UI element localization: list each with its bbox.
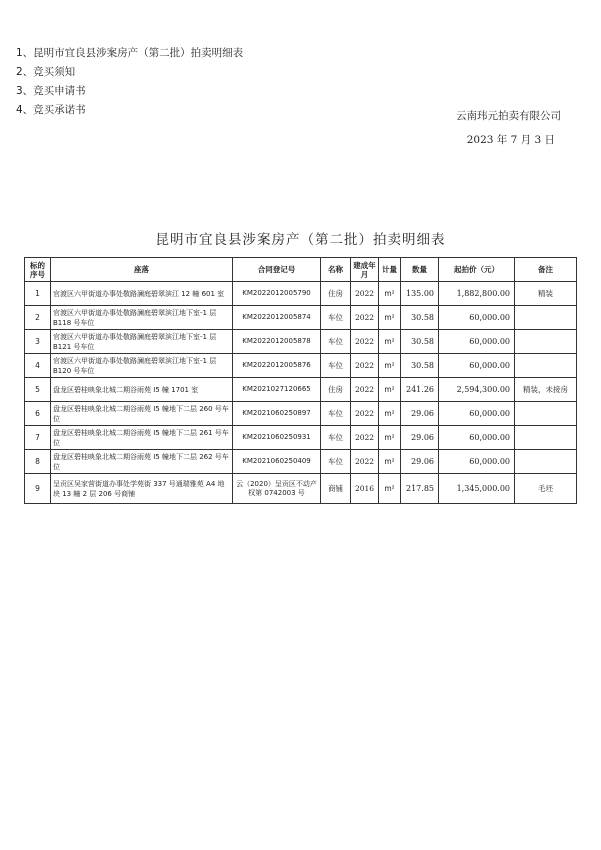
cell-contract: KM2022012005876	[233, 354, 321, 378]
cell-qty: 217.85	[401, 474, 439, 504]
cell-unit: m²	[379, 474, 401, 504]
cell-year: 2022	[351, 282, 379, 306]
cell-name: 住房	[321, 378, 351, 402]
cell-price: 1,345,000.00	[439, 474, 515, 504]
cell-no: 4	[25, 354, 51, 378]
cell-price: 60,000.00	[439, 306, 515, 330]
header-no: 标的序号	[25, 258, 51, 282]
cell-no: 5	[25, 378, 51, 402]
cell-location: 盘龙区碧桂映象北城二期谷雨苑 I5 幢地下二层 261 号车位	[51, 426, 233, 450]
header-remark: 备注	[515, 258, 577, 282]
cell-qty: 30.58	[401, 354, 439, 378]
table-row	[25, 450, 577, 474]
cell-remark: 精装，未接房	[515, 378, 577, 402]
cell-remark	[515, 330, 577, 354]
table-row	[25, 474, 577, 504]
cell-remark	[515, 306, 577, 330]
table-row	[25, 282, 577, 306]
cell-qty: 29.06	[401, 450, 439, 474]
header-contract: 合同登记号	[233, 258, 321, 282]
cell-qty: 29.06	[401, 402, 439, 426]
table-title: 昆明市宜良县涉案房产（第二批）拍卖明细表	[155, 232, 446, 248]
cell-location: 呈贡区吴家营街道办事处学苑街 337 号通瑞雅苑 A4 地块 13 幢 2 层 206 号商铺	[51, 474, 233, 504]
cell-no: 7	[25, 426, 51, 450]
cell-unit: m²	[379, 306, 401, 330]
cell-qty: 135.00	[401, 282, 439, 306]
auction-table	[24, 257, 577, 504]
cell-name: 车位	[321, 426, 351, 450]
header-price: 起拍价（元）	[439, 258, 515, 282]
cell-remark	[515, 402, 577, 426]
cell-remark: 毛坯	[515, 474, 577, 504]
cell-price: 60,000.00	[439, 426, 515, 450]
cell-unit: m²	[379, 378, 401, 402]
cell-name: 车位	[321, 402, 351, 426]
cell-year: 2022	[351, 330, 379, 354]
cell-location: 官渡区六甲街道办事处敬路澜庭碧翠滨江 12 幢 601 室	[51, 282, 233, 306]
header-qty: 数量	[401, 258, 439, 282]
cell-year: 2022	[351, 402, 379, 426]
cell-remark	[515, 426, 577, 450]
header-year: 建成年月	[351, 258, 379, 282]
cell-unit: m²	[379, 330, 401, 354]
document-date: 2023 年 7 月 3 日	[466, 134, 555, 146]
cell-no: 6	[25, 402, 51, 426]
cell-unit: m²	[379, 450, 401, 474]
cell-location: 官渡区六甲街道办事处敬路澜庭碧翠滨江地下室-1 层 B121 号车位	[51, 330, 233, 354]
cell-remark	[515, 354, 577, 378]
cell-contract: KM2021027120665	[233, 378, 321, 402]
table-row	[25, 306, 577, 330]
cell-name: 住房	[321, 282, 351, 306]
cell-contract: KM2022012005790	[233, 282, 321, 306]
cell-location: 官渡区六甲街道办事处敬路澜庭碧翠滨江地下室-1 层 B120 号车位	[51, 354, 233, 378]
cell-location: 盘龙区碧桂映象北城二期谷雨苑 I5 幢地下二层 260 号车位	[51, 402, 233, 426]
header-unit: 计量	[379, 258, 401, 282]
cell-year: 2016	[351, 474, 379, 504]
cell-qty: 241.26	[401, 378, 439, 402]
cell-year: 2022	[351, 426, 379, 450]
attachment-item: 4、竞买承诺书	[16, 104, 86, 116]
cell-price: 60,000.00	[439, 330, 515, 354]
cell-name: 车位	[321, 354, 351, 378]
cell-unit: m²	[379, 354, 401, 378]
cell-no: 2	[25, 306, 51, 330]
cell-price: 1,882,800.00	[439, 282, 515, 306]
table-header-row	[25, 258, 577, 282]
cell-qty: 30.58	[401, 306, 439, 330]
cell-remark	[515, 450, 577, 474]
cell-qty: 29.06	[401, 426, 439, 450]
cell-unit: m²	[379, 282, 401, 306]
cell-contract: KM2021060250931	[233, 426, 321, 450]
attachment-item: 2、竞买须知	[16, 66, 76, 78]
company-name: 云南玮元拍卖有限公司	[456, 110, 561, 122]
cell-year: 2022	[351, 306, 379, 330]
cell-name: 商铺	[321, 474, 351, 504]
table-row	[25, 378, 577, 402]
table-row	[25, 354, 577, 378]
attachment-list	[16, 44, 243, 120]
cell-name: 车位	[321, 450, 351, 474]
cell-location: 盘龙区碧桂映象北城二期谷雨苑 I5 幢地下二层 262 号车位	[51, 450, 233, 474]
attachment-item: 3、竞买申请书	[16, 85, 86, 97]
cell-unit: m²	[379, 426, 401, 450]
cell-year: 2022	[351, 378, 379, 402]
cell-contract: 云（2020）呈贡区不动产权第 0742003 号	[233, 474, 321, 504]
cell-no: 1	[25, 282, 51, 306]
cell-price: 2,594,300.00	[439, 378, 515, 402]
cell-no: 9	[25, 474, 51, 504]
cell-price: 60,000.00	[439, 354, 515, 378]
table-row	[25, 402, 577, 426]
cell-no: 8	[25, 450, 51, 474]
cell-no: 3	[25, 330, 51, 354]
cell-price: 60,000.00	[439, 450, 515, 474]
cell-contract: KM2022012005874	[233, 306, 321, 330]
cell-name: 车位	[321, 306, 351, 330]
table-row	[25, 330, 577, 354]
cell-unit: m²	[379, 402, 401, 426]
cell-year: 2022	[351, 450, 379, 474]
cell-contract: KM2022012005878	[233, 330, 321, 354]
cell-year: 2022	[351, 354, 379, 378]
cell-name: 车位	[321, 330, 351, 354]
cell-location: 盘龙区碧桂映象北城二期谷雨苑 I5 幢 1701 室	[51, 378, 233, 402]
cell-contract: KM2021060250409	[233, 450, 321, 474]
table-row	[25, 426, 577, 450]
cell-price: 60,000.00	[439, 402, 515, 426]
cell-remark: 精装	[515, 282, 577, 306]
cell-qty: 30.58	[401, 330, 439, 354]
cell-location: 官渡区六甲街道办事处敬路澜庭碧翠滨江地下室-1 层 B118 号车位	[51, 306, 233, 330]
attachment-item: 1、昆明市宜良县涉案房产（第二批）拍卖明细表	[16, 47, 244, 59]
header-location: 座落	[51, 258, 233, 282]
header-name: 名称	[321, 258, 351, 282]
cell-contract: KM2021060250897	[233, 402, 321, 426]
